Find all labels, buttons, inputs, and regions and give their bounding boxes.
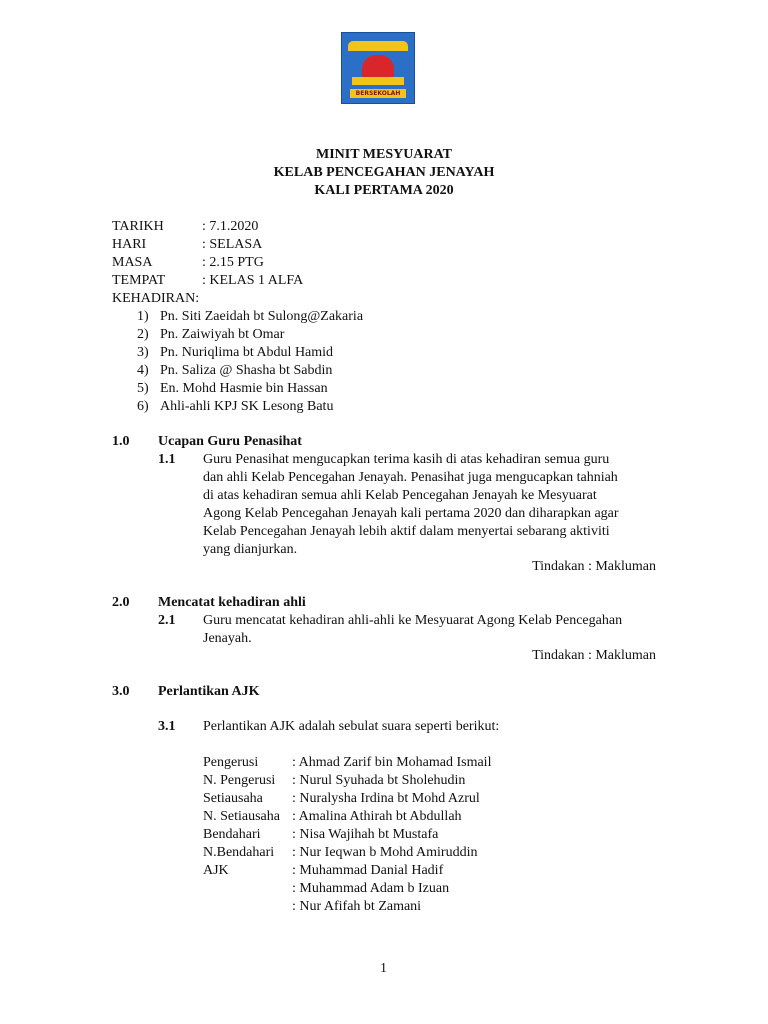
ajk-role: Pengerusi	[203, 755, 259, 770]
info-label-tarikh: TARIKH	[112, 219, 164, 234]
doc-title-line1: MINIT MESYUARAT	[316, 147, 452, 162]
info-label-hari: HARI	[112, 237, 147, 252]
paragraph-line: Jenayah.	[203, 631, 252, 646]
ajk-name: : Nurul Syuhada bt Sholehudin	[292, 773, 466, 788]
attendee-name: Pn. Zaiwiyah bt Omar	[160, 327, 285, 342]
ajk-name: : Muhammad Adam b Izuan	[292, 881, 450, 896]
attendee-name: Pn. Nuriqlima bt Abdul Hamid	[160, 345, 334, 360]
tindakan-note: Tindakan : Makluman	[532, 559, 656, 574]
logo-ribbon-text: BERSEKOLAH	[355, 90, 401, 97]
ajk-name: : Nisa Wajihah bt Mustafa	[292, 827, 439, 842]
page-number: 1	[380, 961, 387, 976]
logo-book	[352, 77, 404, 85]
doc-title-line3: KALI PERTAMA 2020	[314, 183, 454, 198]
attendee-name: Ahli-ahli KPJ SK Lesong Batu	[160, 399, 334, 414]
ajk-role: Setiausaha	[203, 791, 263, 806]
subsection-number: 1.1	[158, 452, 176, 467]
section-title: Mencatat kehadiran ahli	[158, 595, 306, 610]
section-title: Ucapan Guru Penasihat	[158, 434, 302, 449]
section-number: 1.0	[112, 434, 130, 449]
attendee-name: Pn. Saliza @ Shasha bt Sabdin	[160, 363, 333, 378]
ajk-name: : Nur Ieqwan b Mohd Amiruddin	[292, 845, 478, 860]
info-value-masa: : 2.15 PTG	[202, 255, 264, 270]
paragraph-line: Perlantikan AJK adalah sebulat suara seperti berikut:	[203, 719, 500, 734]
section-number: 3.0	[112, 684, 130, 699]
info-value-tempat: : KELAS 1 ALFA	[202, 273, 304, 288]
doc-title-line2: KELAB PENCEGAHAN JENAYAH	[273, 165, 495, 180]
paragraph-line: di atas kehadiran semua ahli Kelab Pencegahan Jenayah ke Mesyuarat	[203, 488, 597, 503]
info-label-tempat: TEMPAT	[112, 273, 166, 288]
paragraph-line: dan ahli Kelab Pencegahan Jenayah. Penasihat juga mengucapkan tahniah	[203, 470, 618, 485]
ajk-name: : Amalina Athirah bt Abdullah	[292, 809, 462, 824]
attendee-num: 3)	[137, 345, 149, 360]
ajk-role: AJK	[203, 863, 229, 878]
section-title: Perlantikan AJK	[158, 684, 260, 699]
ajk-name: : Ahmad Zarif bin Mohamad Ismail	[292, 755, 492, 770]
attendee-num: 6)	[137, 399, 149, 414]
attendee-num: 4)	[137, 363, 149, 378]
subsection-number: 2.1	[158, 613, 176, 628]
logo-figure	[362, 55, 394, 77]
paragraph-line: yang dianjurkan.	[203, 542, 298, 557]
attendee-num: 5)	[137, 381, 149, 396]
subsection-number: 3.1	[158, 719, 176, 734]
info-value-hari: : SELASA	[202, 237, 263, 252]
ajk-role: N. Pengerusi	[203, 773, 276, 788]
paragraph-line: Guru Penasihat mengucapkan terima kasih di atas kehadiran semua guru	[203, 452, 610, 467]
tindakan-note: Tindakan : Makluman	[532, 648, 656, 663]
info-label-masa: MASA	[112, 255, 153, 270]
ajk-role: N.Bendahari	[203, 845, 275, 860]
ajk-name: : Muhammad Danial Hadif	[292, 863, 444, 878]
attendee-num: 2)	[137, 327, 149, 342]
paragraph-line: Kelab Pencegahan Jenayah lebih aktif dalam menyertai sebarang aktiviti	[203, 524, 610, 539]
attendee-num: 1)	[137, 309, 149, 324]
info-value-tarikh: : 7.1.2020	[202, 219, 259, 234]
attendee-name: En. Mohd Hasmie bin Hassan	[160, 381, 328, 396]
kehadiran-label: KEHADIRAN:	[112, 291, 200, 306]
ajk-role: N. Setiausaha	[203, 809, 280, 824]
attendee-name: Pn. Siti Zaeidah bt Sulong@Zakaria	[160, 309, 364, 324]
paragraph-line: Guru mencatat kehadiran ahli-ahli ke Mesyuarat Agong Kelab Pencegahan	[203, 613, 623, 628]
logo-band	[348, 41, 408, 51]
ajk-name: : Nur Afifah bt Zamani	[292, 899, 422, 914]
ajk-name: : Nuralysha Irdina bt Mohd Azrul	[292, 791, 480, 806]
paragraph-line: Agong Kelab Pencegahan Jenayah kali pertama 2020 dan diharapkan agar	[203, 506, 619, 521]
section-number: 2.0	[112, 595, 130, 610]
school-logo	[341, 32, 415, 104]
ajk-role: Bendahari	[203, 827, 261, 842]
